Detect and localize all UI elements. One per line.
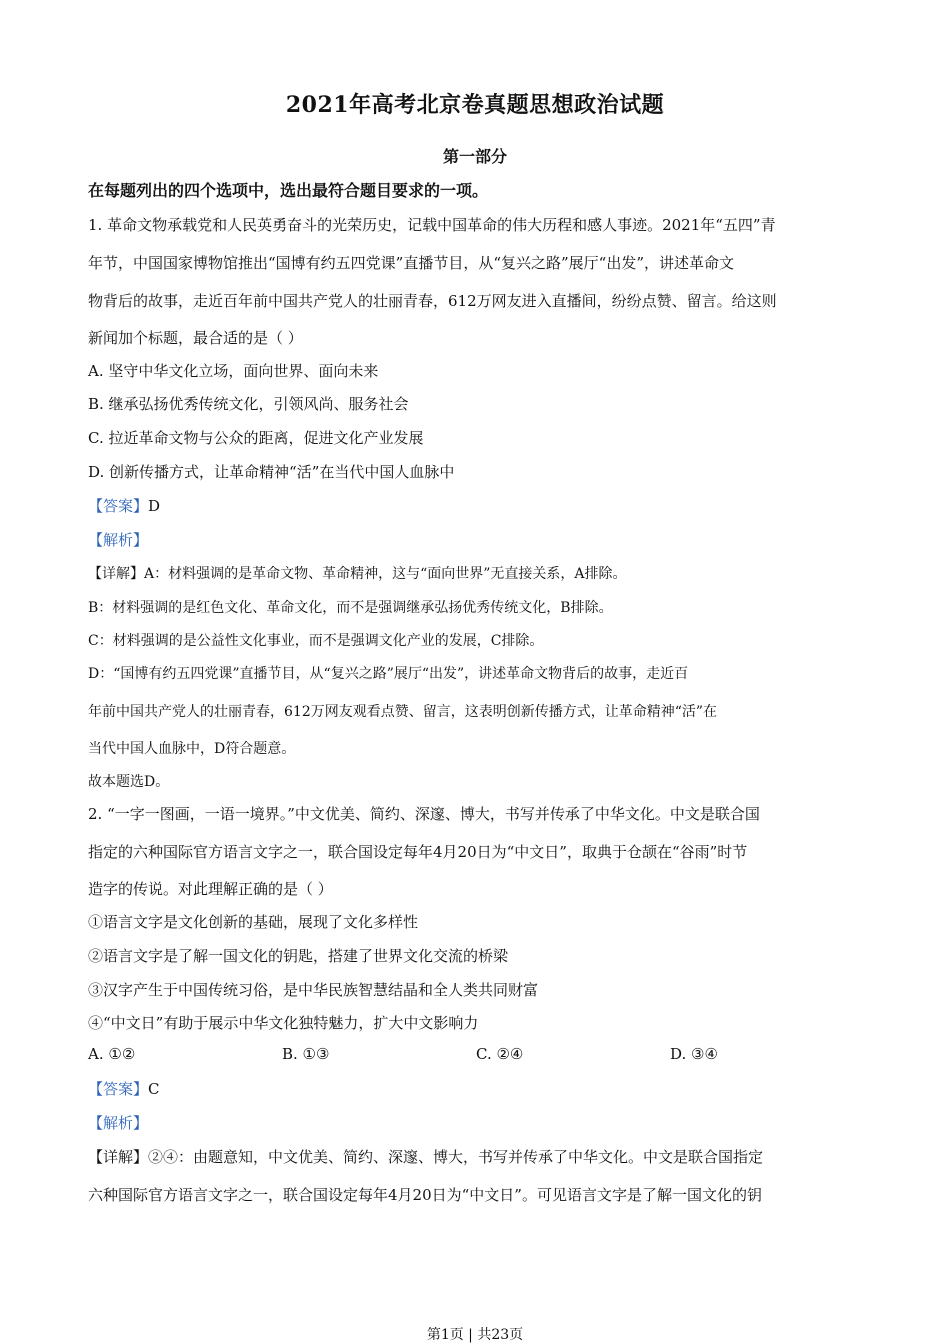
q1-option-c: C. 拉近革命文物与公众的距离，促进文化产业发展 <box>88 429 424 447</box>
q2-detail-line: 六种国际官方语言文字之一，联合国设定每年4月20日为“中文日”。可见语言文字是了解一国文化的钥 <box>88 1186 762 1204</box>
q2-statement-4: ④“中文日”有助于展示中华文化独特魅力，扩大中文影响力 <box>88 1014 479 1032</box>
q2-statement-1: ①语言文字是文化创新的基础，展现了文化多样性 <box>88 913 419 931</box>
q1-stem-line: 新闻加个标题，最合适的是（ ） <box>88 329 303 347</box>
q2-answer <box>88 1078 868 1099</box>
detail-tag: 【详解】 <box>88 566 144 582</box>
q1-detail-line: C：材料强调的是公益性文化事业，而不是强调文化产业的发展，C排除。 <box>88 633 544 649</box>
analysis-tag: 【解析】 <box>88 531 149 549</box>
q1-stem-line: 年节，中国国家博物馆推出“国博有约五四党课”直播节目，从“复兴之路”展厅“出发”，讲述革命文 <box>88 254 735 272</box>
q1-stem-line: 物背后的故事，走近百年前中国共产党人的壮丽青春，612万网友进入直播间，纷纷点赞、留言。给这则 <box>88 292 777 310</box>
q1-option-a: A. 坚守中华文化立场，面向世界、面向未来 <box>88 362 379 380</box>
q2-choice-c: C. ②④ <box>476 1045 524 1063</box>
q1-analysis <box>88 529 868 550</box>
q2-stem-line: 造字的传说。对此理解正确的是（ ） <box>88 880 333 898</box>
analysis-tag: 【解析】 <box>88 1114 149 1132</box>
instruction: 在每题列出的四个选项中，选出最符合题目要求的一项。 <box>88 181 489 200</box>
q2-analysis <box>88 1112 868 1133</box>
q2-choice-a: A. ①② <box>88 1045 136 1063</box>
q2-stem-line: 2. “一字一图画，一语一境界。”中文优美、简约、深邃、博大，书写并传承了中华文化。中文是联合国 <box>88 805 760 823</box>
section-heading: 第一部分 <box>442 147 507 166</box>
q2-detail-line <box>88 1146 868 1167</box>
page-footer: 第1页 | 共23页 <box>426 1327 524 1343</box>
q1-detail-line <box>88 563 868 583</box>
detail-text: A：材料强调的是革命文物、革命精神，这与“面向世界”无直接关系，A排除。 <box>144 566 627 582</box>
q1-detail-line: B：材料强调的是红色文化、革命文化，而不是强调继承弘扬优秀传统文化，B排除。 <box>88 600 613 616</box>
q1-option-d: D. 创新传播方式，让革命精神“活”在当代中国人血脉中 <box>88 463 455 481</box>
q2-statement-2: ②语言文字是了解一国文化的钥匙，搭建了世界文化交流的桥梁 <box>88 947 509 965</box>
q1-answer <box>88 495 868 516</box>
answer-value: C <box>148 1080 160 1098</box>
q1-option-b: B. 继承弘扬优秀传统文化，引领风尚、服务社会 <box>88 395 409 413</box>
q1-detail-line: 当代中国人血脉中，D符合题意。 <box>88 741 296 757</box>
q2-choice-d: D. ③④ <box>670 1045 718 1063</box>
q1-stem-line: 1. 革命文物承载党和人民英勇奋斗的光荣历史，记载中国革命的伟大历程和感人事迹。2021年“五四”青 <box>88 216 776 234</box>
q1-detail-line: D：“国博有约五四党课”直播节目，从“复兴之路”展厅“出发”，讲述革命文物背后的故事，走近百 <box>88 666 689 682</box>
answer-tag: 【答案】 <box>88 497 149 515</box>
q1-detail-line: 年前中国共产党人的壮丽青春，612万网友观看点赞、留言，这表明创新传播方式，让革命精神“活”在 <box>88 704 718 720</box>
document-title: 2021年高考北京卷真题思想政治试题 <box>285 92 665 118</box>
q2-choice-b: B. ①③ <box>282 1045 330 1063</box>
detail-tag: 【详解】 <box>88 1148 149 1166</box>
q1-conclusion: 故本题选D。 <box>88 774 170 790</box>
answer-value: D <box>148 497 161 515</box>
answer-tag: 【答案】 <box>88 1080 149 1098</box>
q2-stem-line: 指定的六种国际官方语言文字之一，联合国设定每年4月20日为“中文日”，取典于仓颉在“谷雨”时节 <box>88 843 748 861</box>
q2-statement-3: ③汉字产生于中国传统习俗，是中华民族智慧结晶和全人类共同财富 <box>88 981 539 999</box>
detail-text: ②④：由题意知，中文优美、简约、深邃、博大，书写并传承了中华文化。中文是联合国指定 <box>148 1148 764 1166</box>
